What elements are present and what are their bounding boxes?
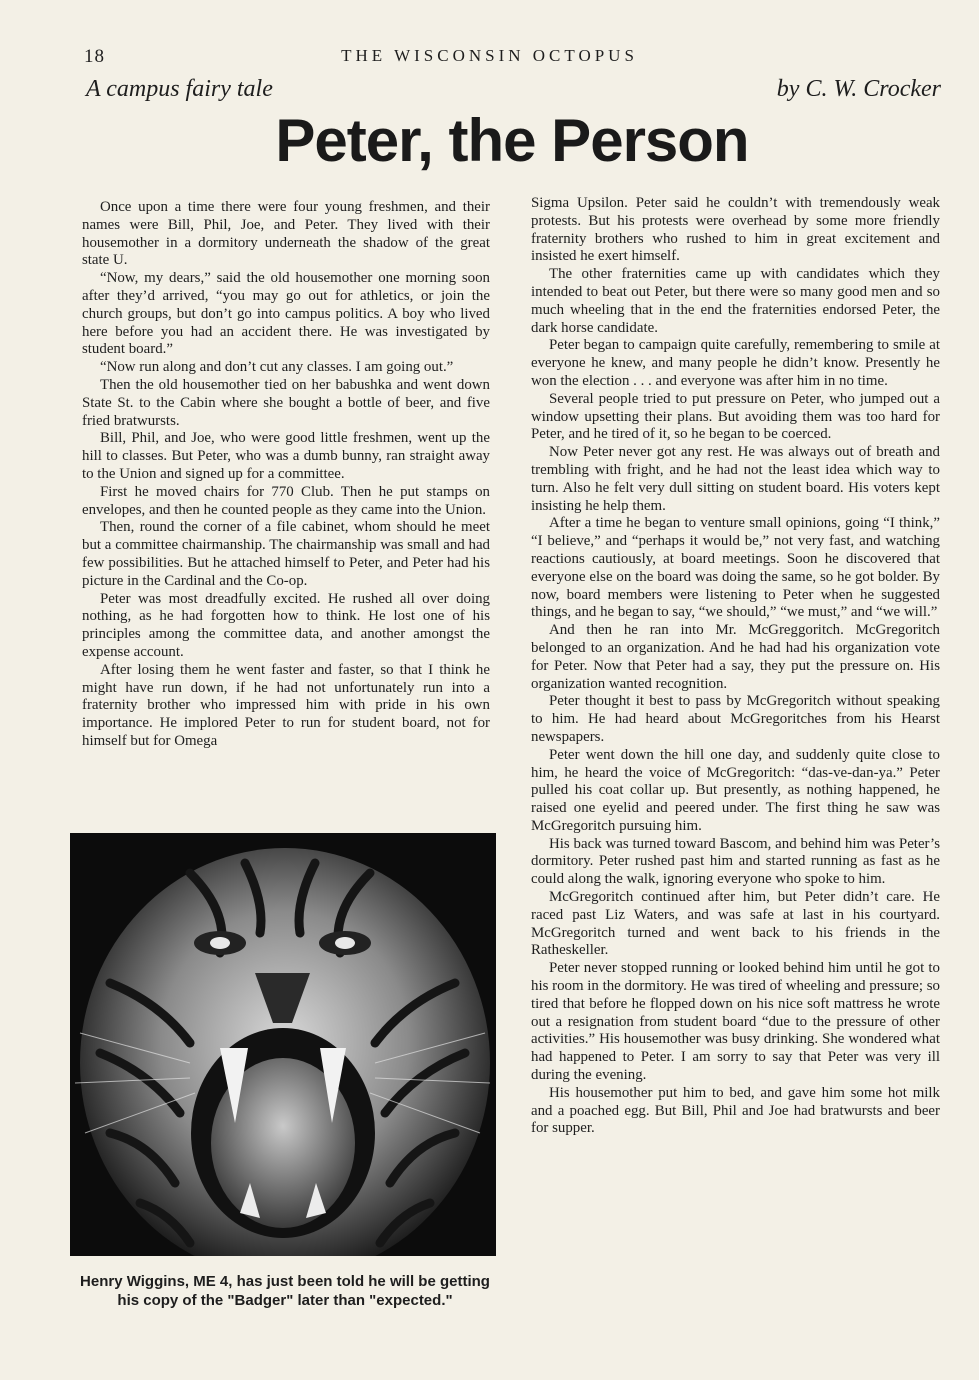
paragraph: Bill, Phil, and Joe, who were good little freshmen, went up the hill to classes. But Peter, who was a dumb bunny, ran straight away to the Union and signed up for a committee. xyxy=(82,430,490,482)
page-number: 18 xyxy=(84,46,105,67)
left-column xyxy=(82,199,490,751)
paragraph: His housemother put him to bed, and gave him some hot milk and a poached egg. But Bill, Phil and Joe had bratwursts and beer for supper. xyxy=(531,1084,940,1137)
paragraph: Several people tried to put pressure on Peter, who jumped out a window upsetting their plans. But avoiding them was too hard for Peter, and he tired of it, so he began to be coerced. xyxy=(531,390,940,443)
paragraph: Peter went down the hill one day, and suddenly quite close to him, he heard the voice of McGregoritch: “das-ve-dan-ya.” Peter pulled his coat collar up. But presently, as nothing happened, he raised one eyelid and peered under. The first thing he saw was McGregoritch pursuing him. xyxy=(531,746,940,834)
paragraph: Then the old housemother tied on her babushka and went down State St. to the Cabin where she bought a bottle of beer, and five fried bratwursts. xyxy=(82,376,490,429)
magazine-title: THE WISCONSIN OCTOPUS xyxy=(341,46,638,65)
paragraph: After losing them he went faster and faster, so that I think he might have run down, if he had not unfortunately run into a fraternity brother who impressed him with pride in his own importance. He implored Peter to run for student board, not for himself but for Omega xyxy=(82,661,490,749)
article-title: Peter, the Person xyxy=(275,107,749,174)
tiger-photo xyxy=(70,833,496,1256)
paragraph: His back was turned toward Bascom, and behind him was Peter’s dormitory. Peter rushed past him and started running as fast as he could along the walk, ignoring everyone who spoke to him. xyxy=(531,835,940,888)
paragraph: Peter never stopped running or looked behind him until he got to his room in the dormitory. He was tired of wheeling and pressure; so tired that before he flopped down on his nice soft mattress he wrote out a resignation from student board “due to the pressure of other activities.” His housemother was busy drinking. She wondered what had happened to Peter. I am sorry to say that Peter was very ill during the evening. xyxy=(531,960,940,1084)
photo-caption: Henry Wiggins, ME 4, has just been told he will be getting his copy of the "Badger" later than "expected." xyxy=(80,1273,490,1309)
right-column xyxy=(531,195,940,1138)
article-byline: by C. W. Crocker xyxy=(776,76,941,102)
paragraph: After a time he began to venture small opinions, going “I think,” “I believe,” and “perhaps it would be,” not very fast, and watching reactions cautiously, at board meetings. Soon he discovered that everyone else on the board was doing the same, so he got bolder. By now, board members were listening to Peter when he suggested things, and he began to say, “we should,” “we must,” and “we will.” xyxy=(531,515,940,621)
paragraph: The other fraternities came up with candidates which they intended to beat out Peter, but there were so many good men and so much wheeling that in the end the fraternities endorsed Peter, the dark horse candidate. xyxy=(531,266,940,336)
paragraph: Peter began to campaign quite carefully, remembering to smile at everyone he knew, and many people he didn’t know. Presently he won the election . . . and everyone was after him in no time. xyxy=(531,337,940,389)
paragraph: McGregoritch continued after him, but Peter didn’t care. He raced past Liz Waters, and was safe at last in his courtyard. McGregoritch turned and went back to his friends in the Ratheskeller. xyxy=(531,889,940,959)
paragraph: Sigma Upsilon. Peter said he couldn’t with tremendously weak protests. But his protests were overhead by some more friendly fraternity brothers who rushed to him in great excitement and insisted he exert himself. xyxy=(531,195,940,265)
paragraph: Now Peter never got any rest. He was always out of breath and trembling with fright, and he had not the least idea which way to turn. Also he felt very dull sitting on student board. His voters kept insisting he help them. xyxy=(531,444,940,514)
article-kicker: A campus fairy tale xyxy=(86,76,273,102)
paragraph: “Now run along and don’t cut any classes. I am going out.” xyxy=(100,359,454,376)
paragraph: Then, round the corner of a file cabinet, whom should he meet but a committee chairmanship. The chairmanship was small and had few possibilities. But he attached himself to Peter, and Peter had his picture in the Cardinal and the Co-op. xyxy=(82,519,490,589)
paragraph: Once upon a time there were four young freshmen, and their names were Bill, Phil, Joe, and Peter. They lived with their housemother in a dormitory underneath the shadow of the great state U. xyxy=(82,199,490,269)
paragraph: Peter was most dreadfully excited. He rushed all over doing nothing, as he had forgotten how to think. He lost one of his principles among the committee data, and another amongst the expense account. xyxy=(82,590,490,660)
paragraph: “Now, my dears,” said the old housemother one morning soon after they’d arrived, “you may go out for athletics, or join the church groups, but don’t go into campus politics. A boy who lived here before you had an accident there. He was investigated by student board.” xyxy=(82,270,490,358)
paragraph: And then he ran into Mr. McGreggoritch. McGregoritch belonged to an organization. And he had had his organization vote for Peter. Now that Peter had a say, they put the pressure on. His organization wanted recognition. xyxy=(531,622,940,692)
paragraph: First he moved chairs for 770 Club. Then he put stamps on envelopes, and then he counted people as they came into the Union. xyxy=(82,483,490,518)
paragraph: Peter thought it best to pass by McGregoritch without speaking to him. He had heard about McGregoritches from his Hearst newspapers. xyxy=(531,693,940,745)
tiger-illustration xyxy=(70,833,496,1256)
